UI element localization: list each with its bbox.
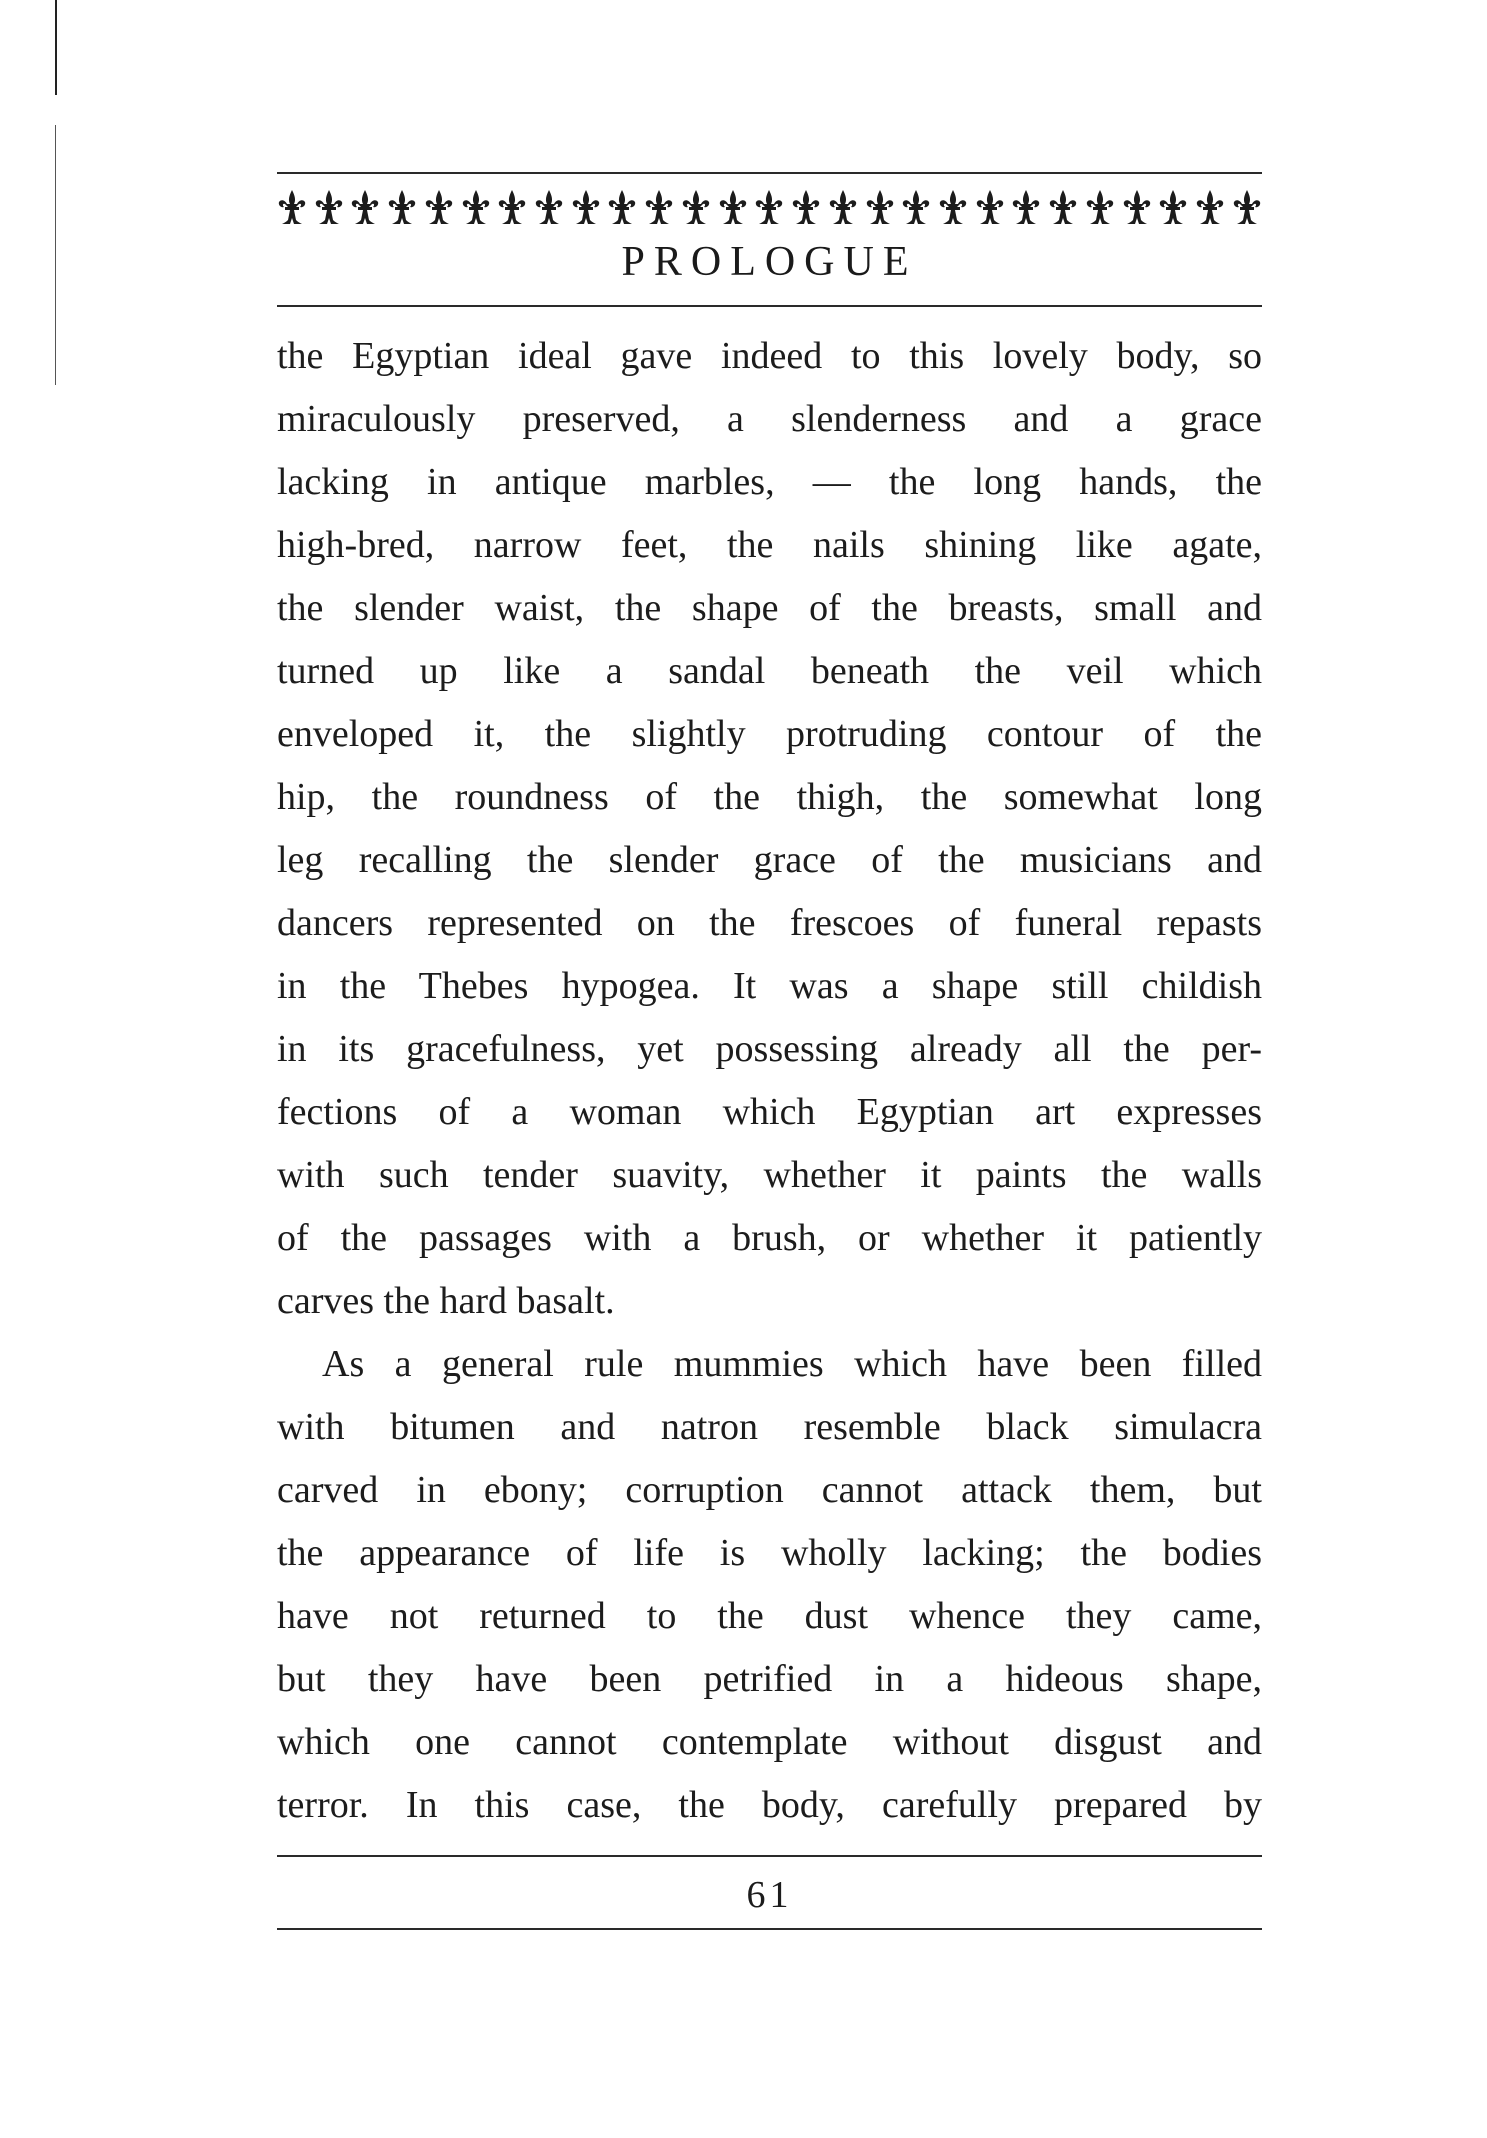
fleur-de-lis-icon [387, 188, 417, 228]
body-text [277, 325, 1262, 1837]
paragraph-2 [277, 1333, 1262, 1837]
text-line: carves the hard basalt. [277, 1280, 615, 1322]
fleur-de-lis-icon [1048, 188, 1078, 228]
footer-bottom-rule [277, 1928, 1262, 1930]
fleur-de-lis-icon [718, 188, 748, 228]
fleur-de-lis-icon [681, 188, 711, 228]
fleur-de-lis-icon [938, 188, 968, 228]
text-line: which one cannot contemplate without disgust and [277, 1721, 1262, 1763]
binding-edge-mark [55, 125, 56, 385]
text-line: turned up like a sandal beneath the veil which [277, 650, 1262, 692]
fleur-de-lis-icon [1122, 188, 1152, 228]
fleur-de-lis-icon [461, 188, 491, 228]
text-line: high-bred, narrow feet, the nails shining like agate, [277, 524, 1262, 566]
fleur-de-lis-icon [865, 188, 895, 228]
text-line: enveloped it, the slightly protruding contour of the [277, 713, 1262, 755]
fleur-de-lis-icon [534, 188, 564, 228]
text-line: but they have been petrified in a hideous shape, [277, 1658, 1262, 1700]
fleur-de-lis-icon [571, 188, 601, 228]
text-line: leg recalling the slender grace of the musicians and [277, 839, 1262, 881]
text-line: lacking in antique marbles, — the long hands, the [277, 461, 1262, 503]
header-bottom-rule [277, 305, 1262, 307]
text-line: fections of a woman which Egyptian art expresses [277, 1091, 1262, 1133]
text-line: the slender waist, the shape of the breasts, small and [277, 587, 1262, 629]
fleur-de-lis-icon [828, 188, 858, 228]
paragraph-1 [277, 325, 1262, 1333]
text-line: As a general rule mummies which have been filled [322, 1343, 1262, 1385]
text-line: with bitumen and natron resemble black simulacra [277, 1406, 1262, 1448]
page-number: 61 [746, 1874, 793, 1916]
fleur-de-lis-icon [350, 188, 380, 228]
fleur-de-lis-icon [314, 188, 344, 228]
text-line: of the passages with a brush, or whether it patiently [277, 1217, 1262, 1259]
text-line: hip, the roundness of the thigh, the somewhat long [277, 776, 1262, 818]
text-line: the Egyptian ideal gave indeed to this lovely body, so [277, 335, 1262, 377]
text-line: carved in ebony; corruption cannot attack them, but [277, 1469, 1262, 1511]
fleur-de-lis-icon [754, 188, 784, 228]
running-head: PROLOGUE [621, 239, 918, 285]
text-line: in the Thebes hypogea. It was a shape still childish [277, 965, 1262, 1007]
fleur-de-lis-icon [901, 188, 931, 228]
text-line: with such tender suavity, whether it paints the walls [277, 1154, 1262, 1196]
fleur-de-lis-icon [277, 188, 307, 228]
text-line: miraculously preserved, a slenderness and a grace [277, 398, 1262, 440]
text-line: in its gracefulness, yet possessing already all the per- [277, 1028, 1262, 1070]
fleur-de-lis-icon [1085, 188, 1115, 228]
fleur-de-lis-icon [1195, 188, 1225, 228]
text-line: the appearance of life is wholly lacking; the bodies [277, 1532, 1262, 1574]
footer-top-rule [277, 1855, 1262, 1857]
fleur-de-lis-icon [644, 188, 674, 228]
fleur-de-lis-icon [607, 188, 637, 228]
fleur-de-lis-icon [1011, 188, 1041, 228]
binding-edge-mark [55, 0, 57, 95]
fleur-de-lis-icon [975, 188, 1005, 228]
fleur-de-lis-icon [791, 188, 821, 228]
text-line: dancers represented on the frescoes of funeral repasts [277, 902, 1262, 944]
ornament-band [277, 185, 1262, 231]
fleur-de-lis-icon [1232, 188, 1262, 228]
text-line: have not returned to the dust whence they came, [277, 1595, 1262, 1637]
text-line: terror. In this case, the body, carefully prepared by [277, 1784, 1262, 1826]
fleur-de-lis-icon [424, 188, 454, 228]
header-top-rule [277, 172, 1262, 174]
fleur-de-lis-icon [1158, 188, 1188, 228]
fleur-de-lis-icon [497, 188, 527, 228]
